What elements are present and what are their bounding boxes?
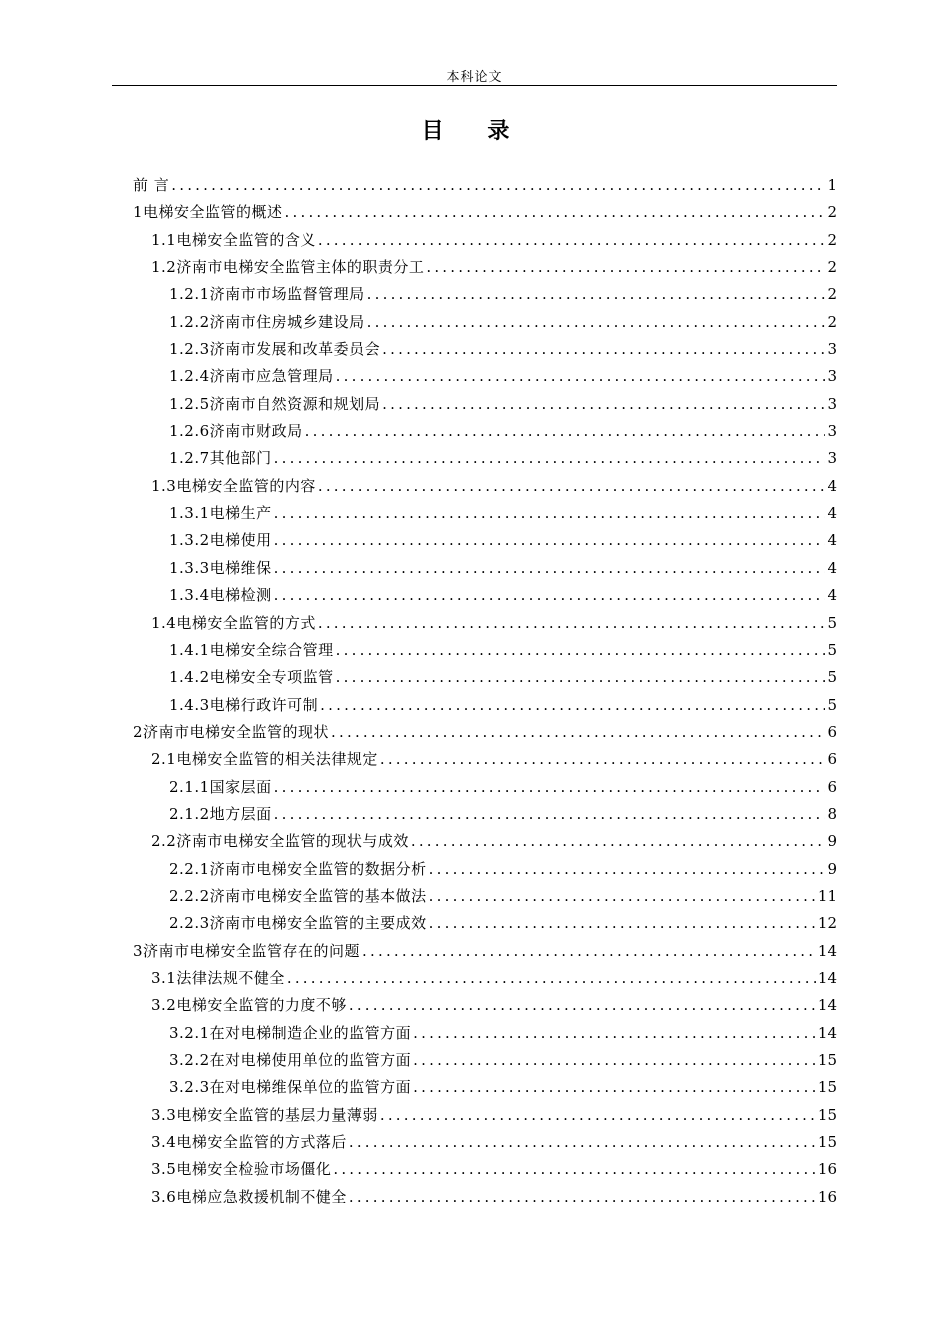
toc-entry-label: 3.2.3在对电梯维保单位的监管方面 bbox=[169, 1078, 412, 1097]
toc-entry[interactable] bbox=[133, 1104, 837, 1131]
toc-entry-label: 1.2.5济南市自然资源和规划局 bbox=[169, 394, 381, 413]
toc-entry-page-number: 8 bbox=[827, 804, 837, 823]
toc-entry-label: 3.6电梯应急救援机制不健全 bbox=[151, 1187, 347, 1206]
toc-entry-label: 3.2.1在对电梯制造企业的监管方面 bbox=[169, 1023, 412, 1042]
toc-entry-label: 1.3.2电梯使用 bbox=[169, 531, 272, 550]
toc-leader-dots bbox=[318, 231, 825, 249]
toc-entry-page-number: 2 bbox=[827, 258, 837, 277]
toc-leader-dots bbox=[305, 422, 825, 440]
toc-entry[interactable] bbox=[133, 420, 837, 447]
toc-entry-label: 2.2济南市电梯安全监管的现状与成效 bbox=[151, 832, 409, 851]
toc-leader-dots bbox=[349, 996, 816, 1014]
toc-leader-dots bbox=[429, 860, 825, 878]
toc-entry-page-number: 5 bbox=[827, 613, 837, 632]
toc-entry[interactable] bbox=[133, 475, 837, 502]
toc-entry[interactable] bbox=[133, 447, 837, 474]
toc-entry[interactable] bbox=[133, 365, 837, 392]
toc-entry-label: 3.2电梯安全监管的力度不够 bbox=[151, 996, 347, 1015]
toc-entry-label: 2.1电梯安全监管的相关法律规定 bbox=[151, 750, 378, 769]
toc-entry-page-number: 9 bbox=[827, 859, 837, 878]
toc-entry-label: 1.2济南市电梯安全监管主体的职责分工 bbox=[151, 258, 425, 277]
toc-leader-dots bbox=[274, 449, 825, 467]
toc-entry-label: 1.2.7其他部门 bbox=[169, 449, 272, 468]
toc-entry-page-number: 4 bbox=[827, 558, 837, 577]
toc-entry-label: 3.3电梯安全监管的基层力量薄弱 bbox=[151, 1105, 378, 1124]
running-header: 本科论文 bbox=[446, 70, 503, 85]
toc-leader-dots bbox=[285, 203, 825, 221]
toc-entry-page-number: 14 bbox=[817, 1023, 837, 1042]
toc-entry[interactable] bbox=[133, 858, 837, 885]
toc-entry-page-number: 16 bbox=[817, 1187, 837, 1206]
toc-leader-dots bbox=[320, 696, 825, 714]
toc-entry-page-number: 11 bbox=[817, 886, 837, 905]
toc-leader-dots bbox=[274, 586, 825, 604]
toc-entry-page-number: 3 bbox=[827, 422, 837, 441]
toc-leader-dots bbox=[274, 559, 825, 577]
toc-leader-dots bbox=[413, 1078, 816, 1096]
toc-entry[interactable] bbox=[133, 748, 837, 775]
toc-entry-label: 1.3.4电梯检测 bbox=[169, 586, 272, 605]
toc-entry[interactable] bbox=[133, 776, 837, 803]
toc-entry-page-number: 12 bbox=[817, 914, 837, 933]
toc-entry-label: 1.3.1电梯生产 bbox=[169, 504, 272, 523]
toc-leader-dots bbox=[382, 395, 825, 413]
toc-entry-page-number: 15 bbox=[817, 1105, 837, 1124]
toc-entry-label: 1电梯安全监管的概述 bbox=[133, 203, 283, 222]
toc-leader-dots bbox=[274, 531, 825, 549]
toc-entry[interactable] bbox=[133, 666, 837, 693]
toc-entry-page-number: 15 bbox=[817, 1051, 837, 1069]
toc-leader-dots bbox=[349, 1188, 816, 1206]
toc-entry-page-number: 9 bbox=[827, 832, 837, 851]
toc-entry-label: 1.4.3电梯行政许可制 bbox=[169, 695, 319, 714]
toc-entry[interactable] bbox=[133, 229, 837, 256]
toc-entry[interactable] bbox=[133, 1158, 837, 1185]
toc-entry[interactable] bbox=[133, 940, 837, 967]
toc-entry-label: 3.1法律法规不健全 bbox=[151, 968, 285, 987]
toc-leader-dots bbox=[274, 778, 825, 796]
toc-entry-label: 1.4.1电梯安全综合管理 bbox=[169, 640, 334, 659]
toc-entry[interactable] bbox=[133, 502, 837, 529]
toc-entry-page-number: 6 bbox=[827, 777, 837, 796]
toc-entry[interactable] bbox=[133, 256, 837, 283]
toc-entry[interactable] bbox=[133, 311, 837, 338]
toc-leader-dots bbox=[411, 832, 825, 850]
toc-entry[interactable] bbox=[133, 1076, 837, 1103]
toc-entry-page-number: 5 bbox=[827, 695, 837, 714]
toc-entry-page-number: 3 bbox=[827, 394, 837, 413]
toc-entry-label: 3.2.2在对电梯使用单位的监管方面 bbox=[169, 1051, 412, 1069]
toc-entry-page-number: 16 bbox=[817, 1160, 837, 1179]
toc-entry-label: 1.4.2电梯安全专项监管 bbox=[169, 668, 334, 687]
toc-entry[interactable] bbox=[133, 830, 837, 857]
toc-leader-dots bbox=[367, 313, 825, 331]
toc-entry-page-number: 3 bbox=[827, 340, 837, 359]
toc-leader-dots bbox=[336, 668, 825, 686]
toc-entry-label: 3.5电梯安全检验市场僵化 bbox=[151, 1160, 332, 1179]
toc-leader-dots bbox=[429, 914, 816, 932]
toc-entry[interactable] bbox=[133, 338, 837, 365]
toc-entry-page-number: 4 bbox=[827, 476, 837, 495]
toc-leader-dots bbox=[380, 1106, 816, 1124]
toc-entry-label: 1.1电梯安全监管的含义 bbox=[151, 230, 316, 249]
toc-entry-label: 2.1.2地方层面 bbox=[169, 804, 272, 823]
toc-entry[interactable] bbox=[133, 803, 837, 830]
toc-entry-page-number: 5 bbox=[827, 640, 837, 659]
toc-entry[interactable] bbox=[133, 174, 837, 201]
toc-entry[interactable] bbox=[133, 639, 837, 666]
toc-entry[interactable] bbox=[133, 283, 837, 310]
toc-entry[interactable] bbox=[133, 912, 837, 939]
toc-entry-page-number: 14 bbox=[817, 941, 837, 960]
toc-entry-label: 前 言 bbox=[133, 176, 170, 194]
toc-entry[interactable] bbox=[133, 201, 837, 228]
toc-entry-page-number: 3 bbox=[827, 367, 837, 386]
toc-leader-dots bbox=[318, 614, 825, 632]
toc-leader-dots bbox=[171, 176, 825, 194]
toc-entry-label: 3.4电梯安全监管的方式落后 bbox=[151, 1133, 347, 1152]
toc-entry[interactable] bbox=[133, 1049, 837, 1076]
toc-entry[interactable] bbox=[133, 967, 837, 994]
toc-entry[interactable] bbox=[133, 694, 837, 721]
toc-entry-page-number: 4 bbox=[827, 586, 837, 605]
toc-entry-label: 1.2.2济南市住房城乡建设局 bbox=[169, 312, 365, 331]
toc-entry-label: 2济南市电梯安全监管的现状 bbox=[133, 722, 330, 741]
toc-entry-page-number: 2 bbox=[827, 230, 837, 249]
toc-leader-dots bbox=[274, 805, 825, 823]
toc-entry-page-number: 2 bbox=[827, 312, 837, 331]
toc-entry[interactable] bbox=[133, 1186, 837, 1213]
toc-entry-label: 1.2.4济南市应急管理局 bbox=[169, 367, 334, 386]
toc-entry-label: 3济南市电梯安全监管存在的问题 bbox=[133, 941, 361, 960]
toc-entry[interactable] bbox=[133, 721, 837, 748]
toc-entry-page-number: 4 bbox=[827, 504, 837, 523]
toc-leader-dots bbox=[336, 641, 825, 659]
toc-entry-page-number: 14 bbox=[817, 996, 837, 1015]
toc-entry-label: 1.2.3济南市发展和改革委员会 bbox=[169, 340, 381, 359]
toc-entry-label: 2.2.1济南市电梯安全监管的数据分析 bbox=[169, 859, 427, 878]
toc-leader-dots bbox=[367, 285, 825, 303]
toc-leader-dots bbox=[362, 942, 816, 960]
toc-entry-label: 2.1.1国家层面 bbox=[169, 777, 272, 796]
toc-leader-dots bbox=[382, 340, 825, 358]
toc-entry-page-number: 5 bbox=[827, 668, 837, 687]
toc-entry-label: 1.4电梯安全监管的方式 bbox=[151, 613, 316, 632]
toc-entry-page-number: 14 bbox=[817, 968, 837, 987]
toc-entry-label: 1.2.6济南市财政局 bbox=[169, 422, 303, 441]
toc-entry[interactable] bbox=[133, 393, 837, 420]
toc-entry[interactable] bbox=[133, 557, 837, 584]
toc-entry-label: 1.3.3电梯维保 bbox=[169, 558, 272, 577]
toc-leader-dots bbox=[413, 1051, 816, 1069]
toc-entry-page-number: 1 bbox=[827, 176, 837, 194]
toc-entry-page-number: 6 bbox=[827, 722, 837, 741]
toc-entry-page-number: 6 bbox=[827, 750, 837, 769]
toc-entry[interactable] bbox=[133, 1131, 837, 1158]
toc-leader-dots bbox=[287, 969, 816, 987]
toc-leader-dots bbox=[380, 750, 825, 768]
toc-leader-dots bbox=[318, 477, 825, 495]
header-rule bbox=[112, 85, 837, 86]
table-of-contents bbox=[133, 174, 837, 1213]
toc-leader-dots bbox=[331, 723, 825, 741]
toc-entry[interactable] bbox=[133, 612, 837, 639]
toc-entry-label: 2.2.2济南市电梯安全监管的基本做法 bbox=[169, 886, 427, 905]
toc-entry[interactable] bbox=[133, 994, 837, 1021]
toc-entry-page-number: 2 bbox=[827, 203, 837, 222]
toc-entry-page-number: 3 bbox=[827, 449, 837, 468]
toc-leader-dots bbox=[429, 887, 816, 905]
toc-title: 目 录 bbox=[421, 119, 528, 144]
toc-leader-dots bbox=[336, 367, 825, 385]
toc-entry-page-number: 2 bbox=[827, 285, 837, 304]
toc-entry-page-number: 15 bbox=[817, 1133, 837, 1152]
toc-entry[interactable] bbox=[133, 1022, 837, 1049]
toc-entry-page-number: 15 bbox=[817, 1078, 837, 1097]
toc-entry[interactable] bbox=[133, 529, 837, 556]
toc-leader-dots bbox=[413, 1024, 816, 1042]
toc-entry-page-number: 4 bbox=[827, 531, 837, 550]
toc-entry-label: 1.2.1济南市市场监督管理局 bbox=[169, 285, 365, 304]
toc-entry[interactable] bbox=[133, 584, 837, 611]
toc-leader-dots bbox=[274, 504, 825, 522]
toc-leader-dots bbox=[349, 1133, 816, 1151]
toc-entry[interactable] bbox=[133, 885, 837, 912]
toc-entry-label: 1.3电梯安全监管的内容 bbox=[151, 476, 316, 495]
toc-leader-dots bbox=[426, 258, 825, 276]
toc-entry-label: 2.2.3济南市电梯安全监管的主要成效 bbox=[169, 914, 427, 933]
toc-leader-dots bbox=[333, 1160, 816, 1178]
